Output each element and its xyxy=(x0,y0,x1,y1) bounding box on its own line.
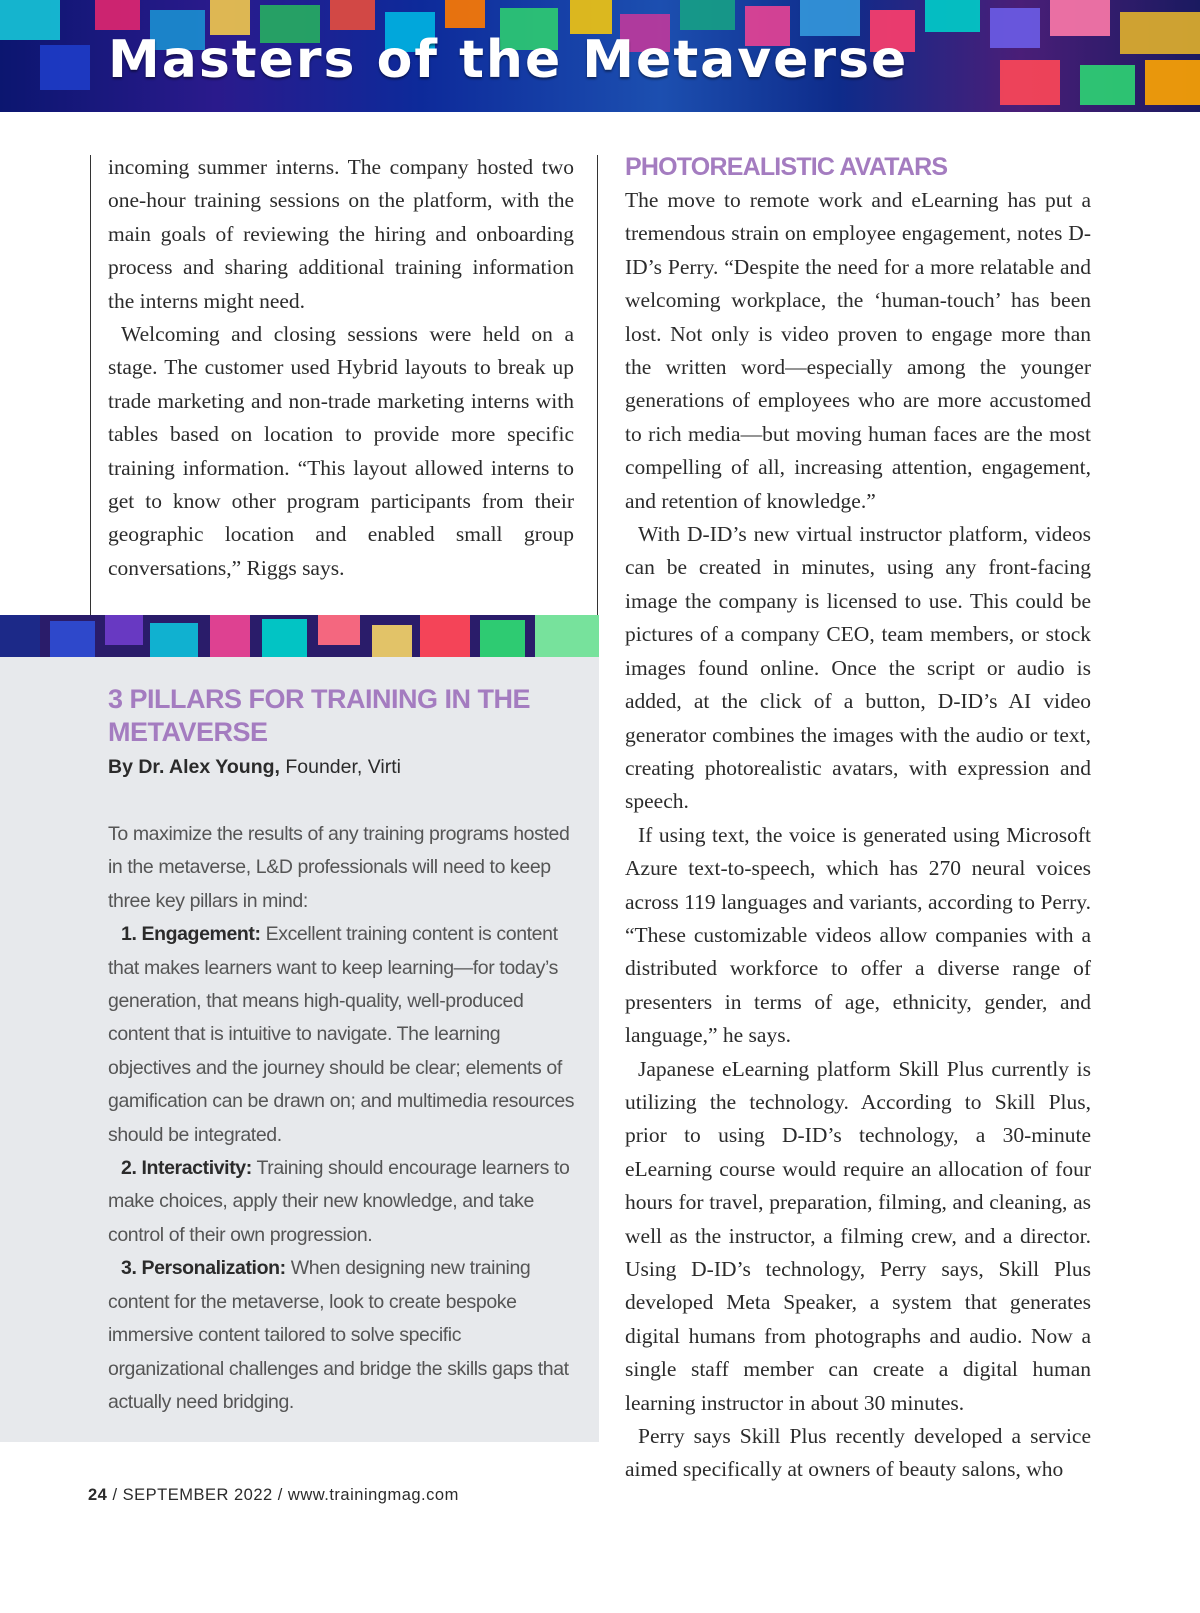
paragraph: With D-ID’s new virtual instructor platform, videos can be created in minutes, using any front-facing image the company is licensed to use. This could be pictures of a company CEO, team members, or stock images found online. Once the script or audio is added, at the click of a button, D-ID’s AI video generator combines the images with the audio or text, creating photorealistic avatars, with expression and speech. xyxy=(625,522,1091,814)
paragraph: The move to remote work and eLearning has put a tremendous strain on employee engagement, notes D-ID’s Perry. “Despite the need for a more relatable and welcoming workplace, the ‘human-touch’ has been lost. Not only is video proven to engage more than the written word—especially among the younger generations of employees who are more accustomed to rich media—but moving human faces are the most compelling of all, increasing attention, engagement, and retention of knowledge.” xyxy=(625,188,1091,513)
page-footer xyxy=(88,1486,459,1505)
sidebar-intro: To maximize the results of any training programs hosted in the metaverse, L&D professionals will need to keep three key pillars in mind: xyxy=(108,823,570,912)
sidebar-title: 3 PILLARS FOR TRAINING IN THE METAVERSE xyxy=(108,684,531,747)
column-rule-left xyxy=(90,155,91,615)
paragraph: Welcoming and closing sessions were held on a stage. The customer used Hybrid layouts to break up trade marketing and non-trade marketing interns with tables based on location to provide more specific training information. “This layout allowed interns to get to know other program participants from their geographic location and enabled small group conversations,” Riggs says. xyxy=(108,322,574,580)
paragraph: Japanese eLearning platform Skill Plus currently is utilizing the technology. According to Skill Plus, prior to using D-ID’s technology, a 30-minute eLearning course would require an allocation of four hours for travel, preparation, filming, and cleaning, as well as the instructor, a filming crew, and a director. Using D-ID’s technology, Perry says, Skill Plus developed Meta Speaker, a system that generates digital humans from photographs and audio. Now a single staff member can create a digital human learning instructor in about 30 minutes. xyxy=(625,1056,1091,1415)
paragraph: incoming summer interns. The company hosted two one-hour training sessions on the platform, with the main goals of reviewing the hiring and onboarding process and sharing additional training information the interns might need. xyxy=(108,155,574,313)
decorative-strip xyxy=(0,615,599,657)
sidebar-body xyxy=(108,818,578,1419)
page-title: Masters of the Metaverse xyxy=(108,30,909,90)
pillar-label: 3. Personalization: xyxy=(121,1257,286,1280)
pillar-item xyxy=(108,1152,578,1252)
paragraph: If using text, the voice is generated using Microsoft Azure text-to-speech, which has 270 neural voices across 119 languages and variants, according to Perry. “These customizable videos allow companies with a distributed workforce to offer a diverse range of presenters in terms of age, ethnicity, gender, and language,” he says. xyxy=(625,822,1091,1048)
column-rule-right xyxy=(597,155,598,615)
pillar-text: Excellent training content is content that makes learners want to keep learning—for today’s generation, that means high-quality, well-produced content that is intuitive to navigate. The learning objectives and the journey should be clear; elements of gamification can be drawn on; and multimedia resources should be integrated. xyxy=(108,923,575,1146)
page-number: 24 xyxy=(88,1486,108,1504)
pillar-label: 2. Interactivity: xyxy=(121,1157,252,1180)
pillar-label: 1. Engagement: xyxy=(121,923,261,946)
byline-name: By Dr. Alex Young, xyxy=(108,756,280,778)
header-banner xyxy=(0,0,1200,112)
pillar-item xyxy=(108,1252,578,1419)
pillar-text: When designing new training content for the metaverse, look to create bespoke immersive content tailored to solve specific organizational challenges and bridge the skills gaps that actually need bridging. xyxy=(108,1257,569,1413)
section-heading: PHOTOREALISTIC AVATARS xyxy=(625,153,948,181)
right-column-text xyxy=(625,151,1091,1487)
pillar-text: Training should encourage learners to make choices, apply their new knowledge, and take control of their own progression. xyxy=(108,1157,570,1246)
issue-info: / SEPTEMBER 2022 / www.trainingmag.com xyxy=(107,1486,459,1504)
byline xyxy=(108,756,401,779)
pillar-item xyxy=(108,918,578,1152)
left-column-text xyxy=(108,151,574,585)
byline-role: Founder, Virti xyxy=(285,756,401,778)
paragraph: Perry says Skill Plus recently developed a service aimed specifically at owners of beauty salons, who xyxy=(625,1424,1091,1482)
